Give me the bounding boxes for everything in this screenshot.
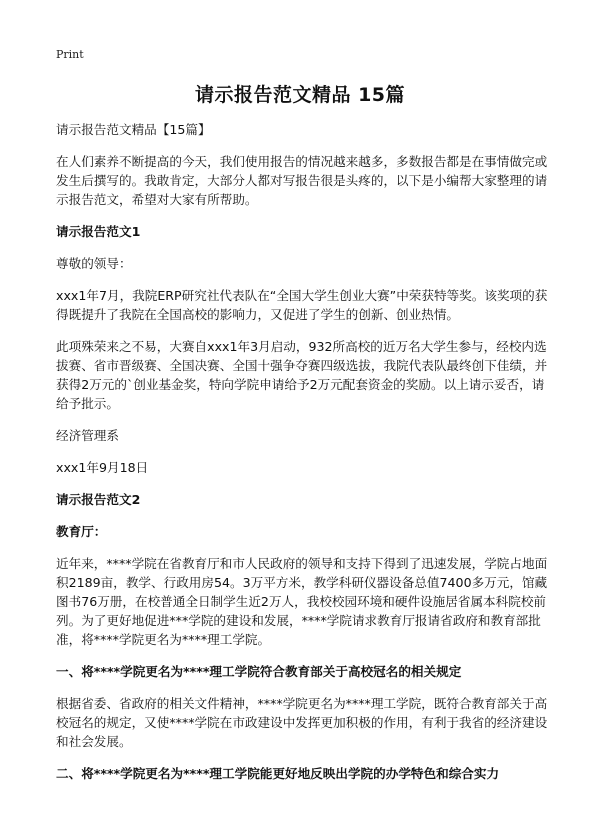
sample-1-salutation: 尊敬的领导：	[56, 256, 132, 271]
sample-2-point-1-heading: 一、将****学院更名为****理工学院符合教育部关于高校冠名的相关规定	[56, 664, 462, 679]
sample-2-point-1-body: 根据省委、省政府的相关文件精神，****学院更名为****理工学院，既符合教育部关于高校冠名的规定，又使****学院在市政建设中发挥更加积极的作用，有利于我省的经济建设和社会发展。	[56, 696, 548, 749]
sample-1-heading: 请示报告范文1	[56, 224, 141, 239]
sample-1-date: xxx1年9月18日	[56, 460, 149, 475]
page-title: 请示报告范文精品 15篇	[194, 84, 406, 106]
sample-2-heading: 请示报告范文2	[56, 492, 141, 507]
sample-2-paragraph-1: 近年来，****学院在省教育厅和市人民政府的领导和支持下得到了迅速发展，学院占地面积2189亩，教学、行政用房54。3万平方米，教学科研仪器设备总值7400多万元，馆藏图书76万册，在校普通全日制学生近2万人，我校校园环境和硬件设施居省属本科院校前列。为了更好地促进***学院的建设和发展，****学院请求教育厅报请省政府和教育部批准，将****学院更名为****理工学院。	[56, 556, 548, 647]
document-body	[56, 120, 552, 796]
sample-1-paragraph-1: xxx1年7月，我院ERP研究社代表队在“全国大学生创业大赛”中荣获特等奖。该奖项的获得既提升了我院在全国高校的影响力，又促进了学生的创新、创业热情。	[56, 288, 548, 322]
sample-1-paragraph-2: 此项殊荣来之不易，大赛自xxx1年3月启动，932所高校的近万名大学生参与，经校内选拔赛、省市晋级赛、全国决赛、全国十强争夺赛四级选拔，我院代表队最终创下佳绩，并获得2万元的`创业基金奖，特向学院申请给予2万元配套资金的奖励。以上请示妥否，请给予批示。	[56, 339, 548, 411]
sample-2-point-2-heading: 二、将****学院更名为****理工学院能更好地反映出学院的办学特色和综合实力	[56, 766, 500, 781]
print-label: Print	[56, 48, 84, 61]
document-subtitle: 请示报告范文精品【15篇】	[56, 122, 211, 137]
sample-1-signer: 经济管理系	[56, 428, 119, 443]
intro-paragraph: 在人们素养不断提高的今天，我们使用报告的情况越来越多，多数报告都是在事情做完或发生后撰写的。我敢肯定，大部分人都对写报告很是头疼的，以下是小编帮大家整理的请示报告范文，希望对大家有所帮助。	[56, 154, 548, 207]
sample-2-salutation: 教育厅：	[56, 524, 107, 539]
